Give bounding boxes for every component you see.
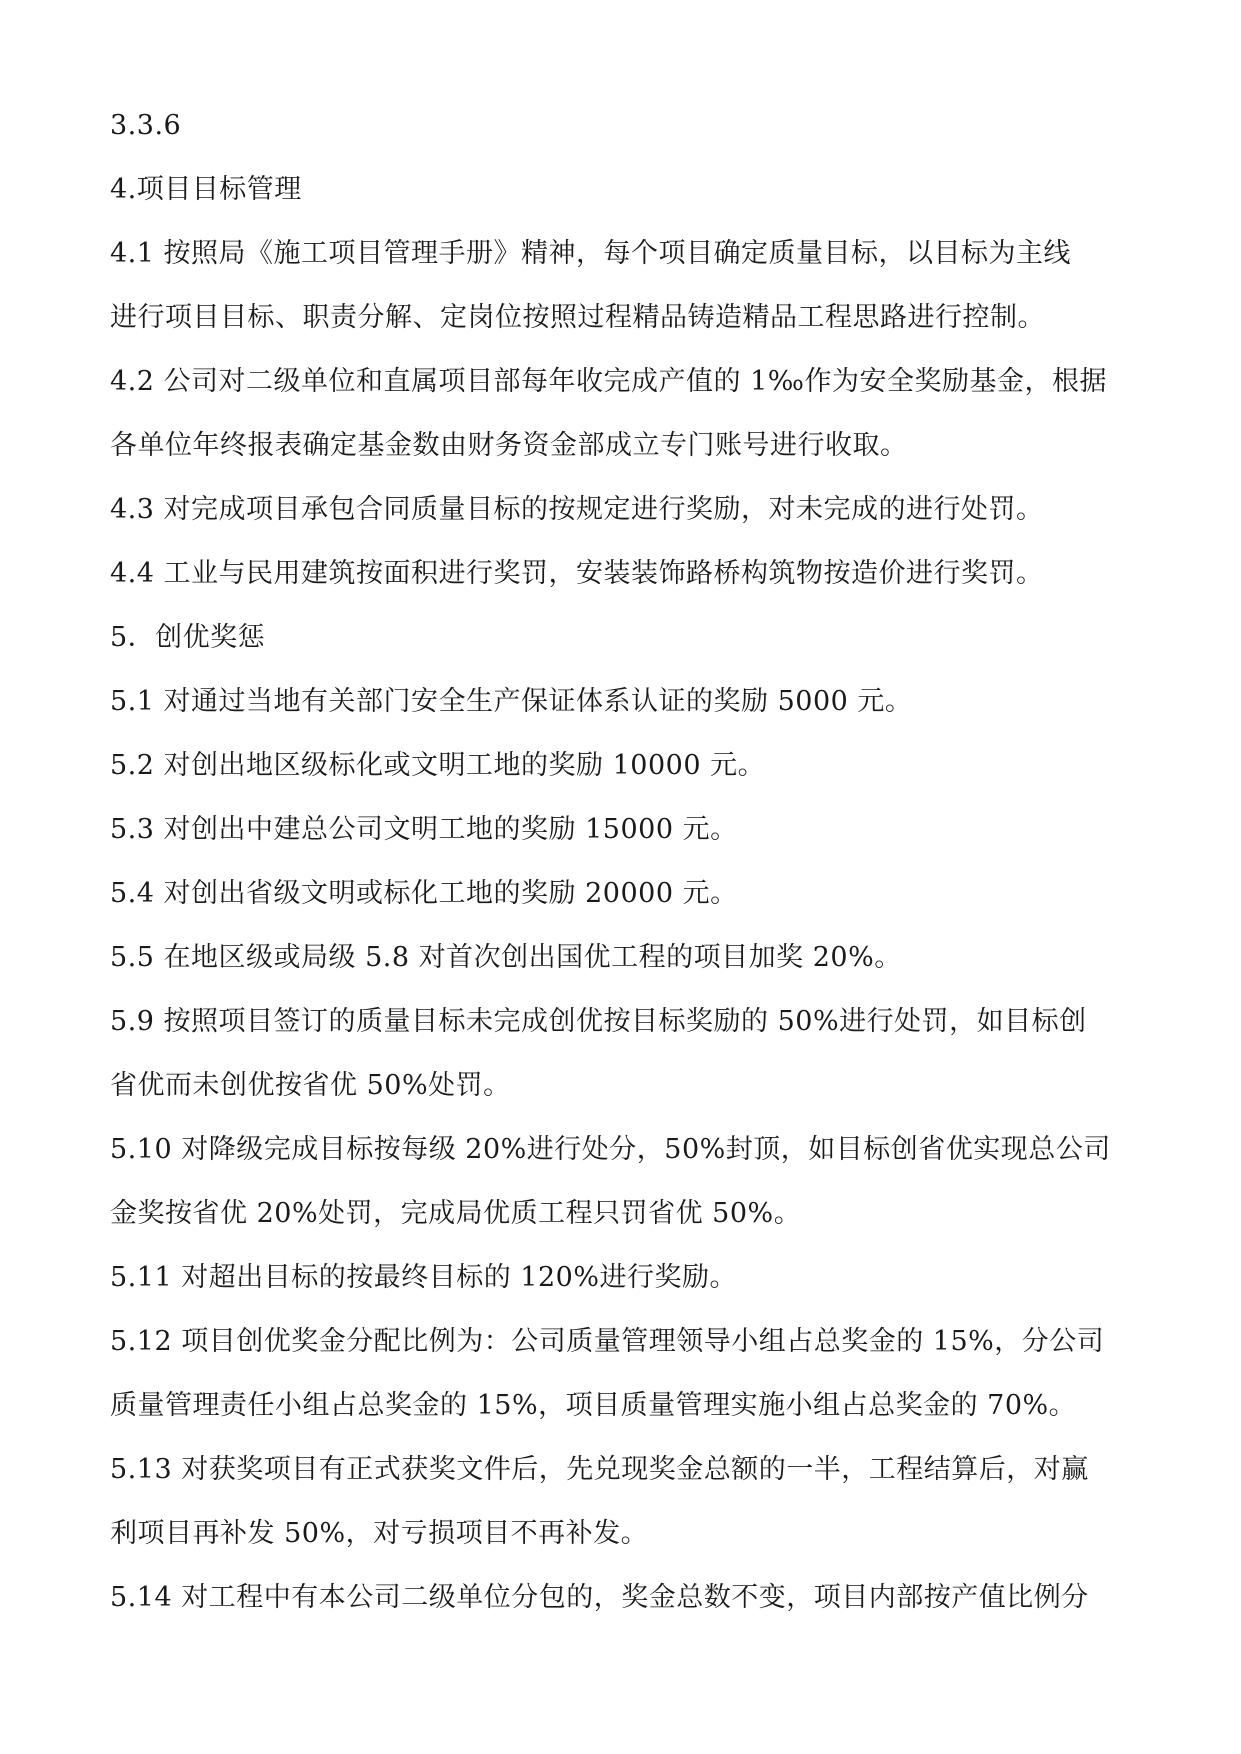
paragraph-line: 4.4 工业与民用建筑按面积进行奖罚，安装装饰路桥构筑物按造价进行奖罚。 (110, 558, 1044, 589)
paragraph-line: 5.2 对创出地区级标化或文明工地的奖励 10000 元。 (110, 750, 766, 781)
paragraph-line: 金奖按省优 20%处罚，完成局优质工程只罚省优 50%。 (110, 1198, 802, 1229)
paragraph-line: 5.5 在地区级或局级 5.8 对首次创出国优工程的项目加奖 20%。 (110, 942, 902, 973)
document-page (110, 94, 1135, 1630)
paragraph-line: 5.10 对降级完成目标按每级 20%进行处分，50%封顶，如目标创省优实现总公司 (110, 1134, 1111, 1165)
paragraph-line: 各单位年终报表确定基金数由财务资金部成立专门账号进行收取。 (110, 430, 908, 461)
section-number: 3.3.6 (110, 110, 182, 141)
paragraph-line: 4.2 公司对二级单位和直属项目部每年收完成产值的 1‰作为安全奖励基金，根据 (110, 366, 1108, 397)
paragraph-line: 5.11 对超出目标的按最终目标的 120%进行奖励。 (110, 1262, 737, 1293)
paragraph-line: 5.1 对通过当地有关部门安全生产保证体系认证的奖励 5000 元。 (110, 686, 913, 717)
paragraph-line: 进行项目目标、职责分解、定岗位按照过程精品铸造精品工程思路进行控制。 (110, 302, 1045, 333)
paragraph-line: 5.13 对获奖项目有正式获奖文件后，先兑现奖金总额的一半，工程结算后，对赢 (110, 1454, 1089, 1485)
paragraph-line: 4.1 按照局《施工项目管理手册》精神，每个项目确定质量目标，以目标为主线 (110, 238, 1072, 269)
paragraph-line: 省优而未创优按省优 50%处罚。 (110, 1070, 511, 1101)
paragraph-line: 4.3 对完成项目承包合同质量目标的按规定进行奖励，对未完成的进行处罚。 (110, 494, 1044, 525)
paragraph-line: 5.14 对工程中有本公司二级单位分包的，奖金总数不变，项目内部按产值比例分 (110, 1582, 1089, 1613)
paragraph-line: 5.4 对创出省级文明或标化工地的奖励 20000 元。 (110, 878, 738, 909)
paragraph-line: 5.9 按照项目签订的质量目标未完成创优按目标奖励的 50%进行处罚，如目标创 (110, 1006, 1087, 1037)
paragraph-line: 5.12 项目创优奖金分配比例为：公司质量管理领导小组占总奖金的 15%，分公司 (110, 1326, 1105, 1357)
section-heading: 5．创优奖惩 (110, 622, 266, 653)
paragraph-line: 5.3 对创出中建总公司文明工地的奖励 15000 元。 (110, 814, 738, 845)
paragraph-line: 利项目再补发 50%，对亏损项目不再补发。 (110, 1518, 649, 1549)
paragraph-line: 质量管理责任小组占总奖金的 15%，项目质量管理实施小组占总奖金的 70%。 (110, 1390, 1077, 1421)
section-heading: 4.项目目标管理 (110, 174, 302, 205)
